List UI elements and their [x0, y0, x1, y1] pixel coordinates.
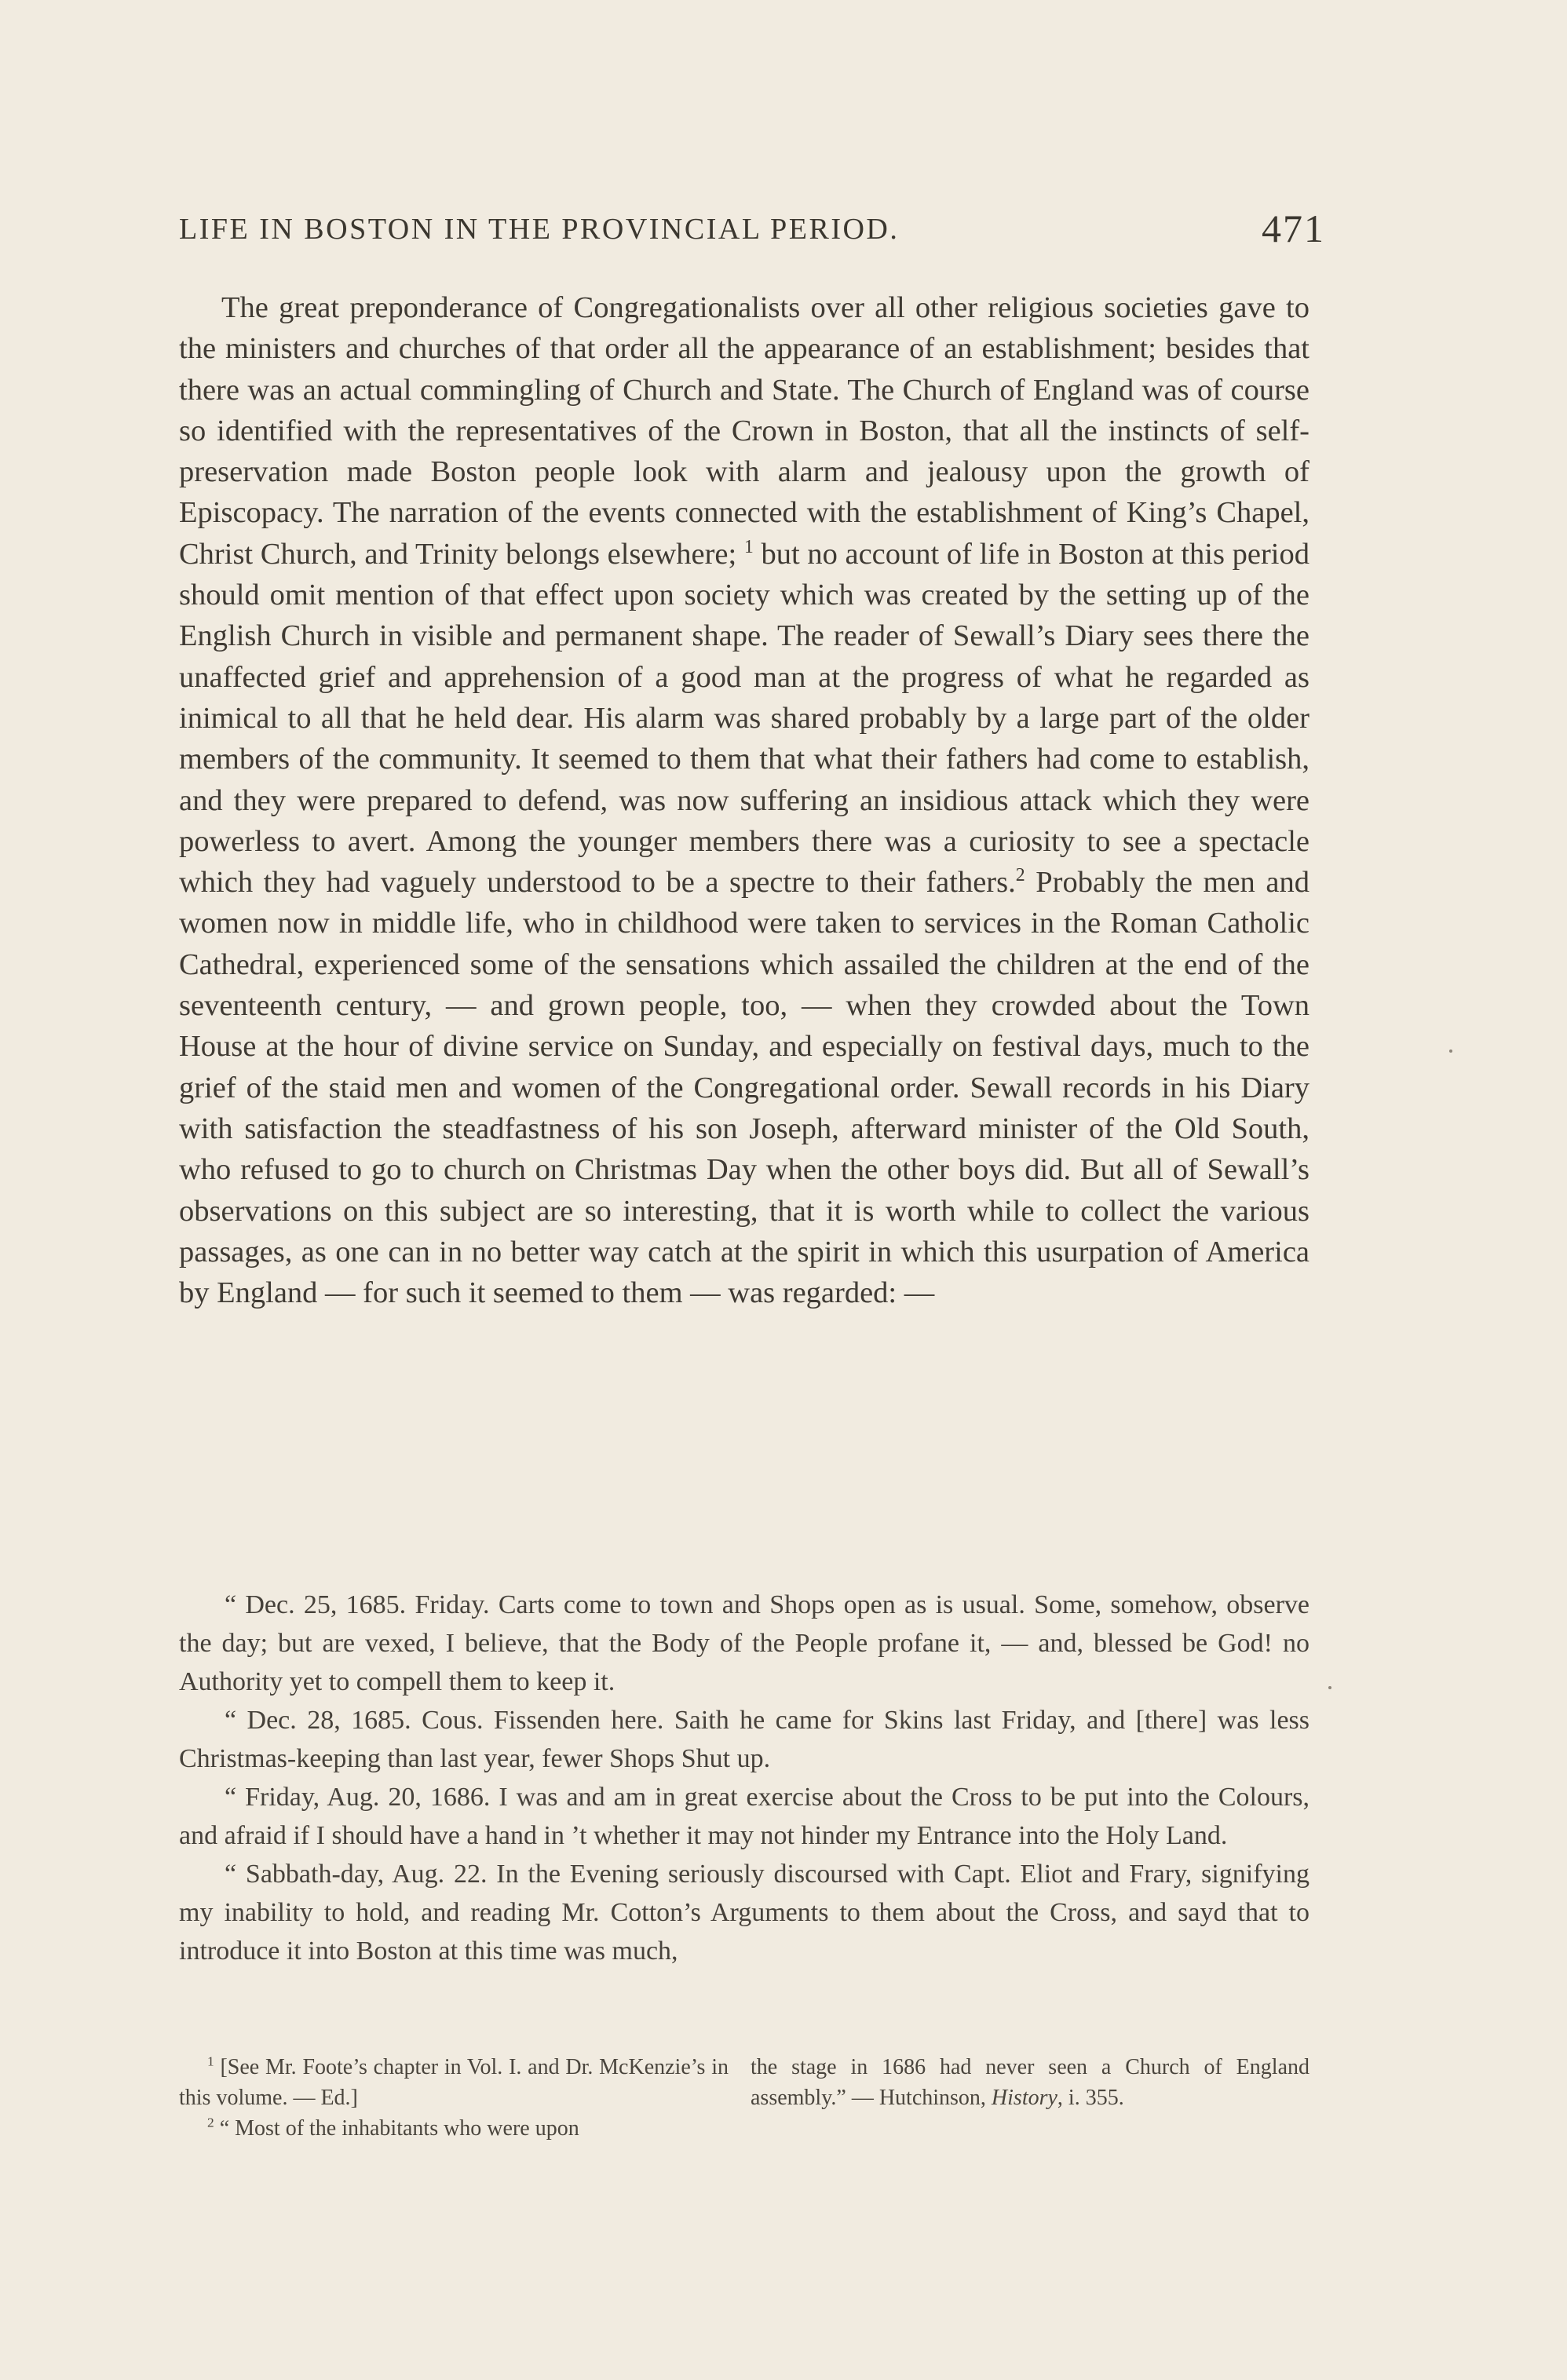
margin-speck	[1328, 1686, 1331, 1689]
footnote-text: [See Mr. Foote’s chapter in Vol. I. and Dr. McKenzie’s in this volume. — Ed.]	[179, 2055, 729, 2110]
footnote-text: “ Most of the inhabitants who were upon	[214, 2116, 579, 2141]
source-title: History	[991, 2086, 1057, 2110]
diary-entry: “ Dec. 25, 1685. Friday. Carts come to town and Shops open as is usual. Some, somehow, observe the day; but are vexed, I believe, that the Body of the People profane it, — and, blessed be God! no Authority yet to compell them to keep it.	[179, 1590, 1309, 1696]
diary-extracts	[179, 1586, 1309, 1970]
footnotes-right-column	[751, 2052, 1309, 2113]
running-title: LIFE IN BOSTON IN THE PROVINCIAL PERIOD.	[179, 213, 900, 246]
footnote-ref-2: 2	[1015, 865, 1025, 886]
running-head	[179, 206, 1325, 259]
footnotes-left-column	[179, 2052, 729, 2144]
footnote-marker: 2	[207, 2115, 214, 2130]
footnote-marker: 1	[207, 2053, 214, 2069]
diary-entry: “ Dec. 28, 1685. Cous. Fissenden here. Saith he came for Skins last Friday, and [there] was less Christmas-keeping than last year, fewer Shops Shut up.	[179, 1706, 1309, 1773]
footnote-ref-1: 1	[743, 536, 754, 557]
diary-entry: “ Friday, Aug. 20, 1686. I was and am in great exercise about the Cross to be put into the Colours, and afraid if I should have a hand in ’t whether it may not hinder my Entrance into the Holy Land.	[179, 1783, 1309, 1850]
paragraph-text: Probably the men and women now in middle life, who in childhood were taken to services in the Roman Catholic Cathedral, experienced some of the sensations which assailed the children at the end of the seventeenth century, — and grown people, too, — when they crowded about the Town House at the hour of divine service on Sunday, and especially on festival days, much to the grief of the staid men and women of the Congregational order. Sewall records in his Diary with satisfaction the steadfastness of his son Joseph, afterward minister of the Old South, who refused to go to church on Christmas Day when the other boys did. But all of Sewall’s observations on this subject are so interesting, that it is worth while to collect the various passages, as one can in no better way catch at the spirit in which this usurpation of America by England — for such it seemed to them — was regarded: —	[179, 866, 1309, 1310]
footnote-2	[179, 2113, 729, 2144]
diary-entry: “ Sabbath-day, Aug. 22. In the Evening seriously discoursed with Capt. Eliot and Frary, signifying my inability to hold, and reading Mr. Cotton’s Arguments to them about the Cross, and sayd that to introduce it into Boston at this time was much,	[179, 1860, 1309, 1966]
main-text	[179, 287, 1309, 1313]
margin-speck	[1449, 1049, 1452, 1053]
footnote-2-continued	[751, 2052, 1309, 2113]
page-number: 471	[1262, 206, 1325, 250]
footnote-text: , i. 355.	[1057, 2086, 1124, 2110]
body-paragraph	[179, 287, 1309, 1313]
paragraph-text: but no account of life in Boston at this period should omit mention of that effect upon society which was created by the setting up of the English Church in visible and permanent shape. The reader of Sewall’s Diary sees there the unaffected grief and apprehension of a good man at the progress of what he regarded as inimical to all that he held dear. His alarm was shared probably by a large part of the older members of the community. It seemed to them that what their fathers had come to establish, and they were prepared to defend, was now suffering an insidious attack which they were powerless to avert. Among the younger members there was a curiosity to see a spectacle which they had vaguely understood to be a spectre to their fathers.	[179, 537, 1310, 900]
footnote-text: the stage in 1686 had never seen a Church of England assembly.” — Hutchinson,	[751, 2055, 1309, 2110]
paragraph-text: The great preponderance of Congregationalists over all other religious societies gave to the ministers and churches of that order all the appearance of an establishment; besides that there was an actual commingling of Church and State. The Church of England was of course so identified with the representatives of the Crown in Boston, that all the instincts of self-preservation made Boston people look with alarm and jealousy upon the growth of Episcopacy. The narration of the events connected with the establishment of King’s Chapel, Christ Church, and Trinity belongs elsewhere;	[179, 291, 1309, 571]
footnote-1	[179, 2052, 729, 2113]
